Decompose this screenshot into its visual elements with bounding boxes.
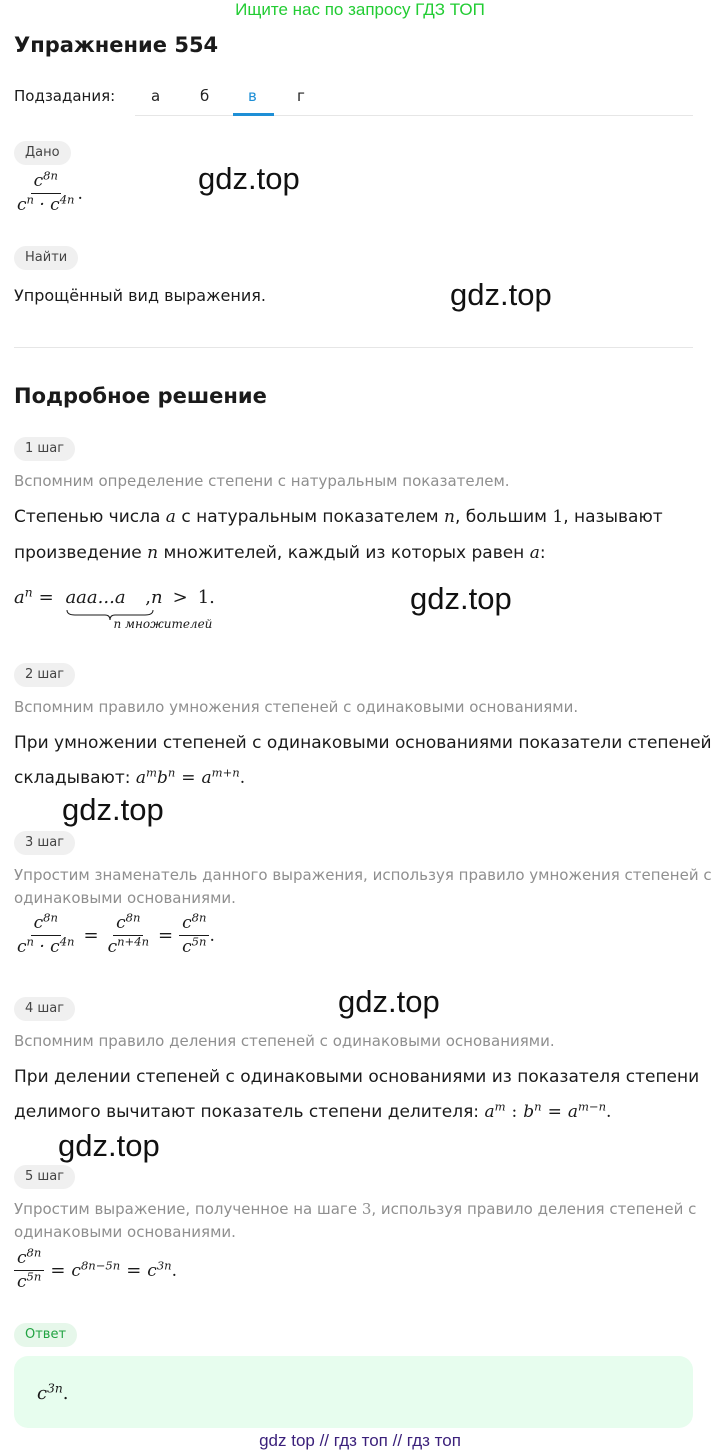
find-chip: Найти (14, 246, 78, 270)
step-1-line-1: Степенью числа a с натуральным показателем n, большим 1, называют (14, 507, 663, 527)
step-5-hint-b: , используя правило деления степеней с (371, 1200, 697, 1218)
step-1-text-d: , называют (563, 507, 663, 527)
step-3-chip: 3 шаг (14, 831, 75, 855)
active-tab-indicator (233, 113, 274, 116)
step-3-hint-1: Упростим знаменатель данного выражения, используя правило умножения степеней с (14, 866, 712, 884)
watermark-4: gdz.top (62, 792, 164, 827)
tab-v[interactable]: в (248, 87, 257, 105)
step-1-text-g: : (539, 543, 546, 563)
step-5-chip: 5 шаг (14, 1165, 75, 1189)
answer-chip: Ответ (14, 1323, 77, 1347)
step-5-hint-a: Упростим выражение, полученное на шаге (14, 1200, 362, 1218)
solution-heading: Подробное решение (14, 384, 267, 408)
step-2-hint: Вспомним правило умножения степеней с одинаковыми основаниями. (14, 698, 579, 716)
watermark-1: gdz.top (198, 161, 300, 196)
given-chip: Дано (14, 141, 71, 165)
step-4-chip: 4 шаг (14, 997, 75, 1021)
step-1-text-f: множителей, каждый из которых равен (158, 543, 530, 563)
watermark-6: gdz.top (58, 1128, 160, 1163)
tab-a[interactable]: а (151, 87, 161, 105)
step-1-chip: 1 шаг (14, 437, 75, 461)
step-5-hint-1 (14, 1200, 696, 1218)
underbrace-label: n множителей (113, 617, 213, 631)
step-5-hint-2: одинаковыми основаниями. (14, 1223, 236, 1241)
step-5-formula: $\frac{c^{8n}}{c^{5n}}$ = $c^{8n-5n}$ = $c^{3n}$ . (14, 1248, 177, 1294)
step-4-text: делимого вычитают показатель степени делителя: (14, 1102, 485, 1122)
step-4-line-1: При делении степеней с одинаковыми основаниями из показателя степени (14, 1067, 700, 1087)
step-4-hint: Вспомним правило деления степеней с одинаковыми основаниями. (14, 1032, 555, 1050)
step-2-text: складывают: (14, 768, 136, 788)
answer-box (14, 1356, 693, 1428)
given-fraction: $\frac{c^{8n}}{c^n \cdot c^{4n}}$ (17, 168, 75, 216)
page-title: Упражнение 554 (14, 33, 219, 57)
step-2-line-1: При умножении степеней с одинаковыми основаниями показатели степеней (14, 733, 712, 753)
step-2-line-2: складывают: $a^mb^n = a^{m+n}$. (14, 765, 246, 788)
step-1-hint: Вспомним определение степени с натуральным показателем. (14, 472, 510, 490)
subtasks-label: Подзадания: (14, 87, 116, 105)
step-4-line-2: делимого вычитают показатель степени делителя: $a^m$ : $b^n = a^{m-n}$. (14, 1099, 612, 1122)
step-1-text-b: с натуральным показателем (175, 507, 445, 527)
tabs-divider (135, 115, 693, 116)
step-1-text-a: Степенью числа (14, 507, 166, 527)
tab-g[interactable]: г (297, 87, 305, 105)
footer-links[interactable]: gdz top // гдз топ // гдз топ (259, 1431, 461, 1450)
step-3-hint-2: одинаковыми основаниями. (14, 889, 236, 907)
step-1-formula: $a^n = aaa...a$ n множителей ,n > 1. (14, 585, 215, 631)
watermark-2: gdz.top (450, 277, 552, 312)
tab-b[interactable]: б (200, 87, 210, 105)
step-1-text-c: , большим (454, 507, 553, 527)
watermark-3: gdz.top (410, 581, 512, 616)
given-expression: $\frac{c^{8n}}{c^n \cdot c^{4n}}$ . (14, 171, 83, 217)
answer-value: $c^{3n}$. (37, 1381, 69, 1404)
step-1-line-2: произведение n множителей, каждый из которых равен a: (14, 543, 546, 563)
watermark-5: gdz.top (338, 984, 440, 1019)
step-1-text-e: произведение (14, 543, 148, 563)
step-5-hint-num: 3 (361, 1200, 372, 1218)
search-banner: Ищите нас по запросу ГДЗ ТОП (235, 0, 485, 19)
step-2-chip: 2 шаг (14, 663, 75, 687)
section-divider (14, 347, 693, 348)
step-3-formula: $\frac{c^{8n}}{c^n \cdot c^{4n}}$ = $\frac{c^{8n}}{c^{n+4n}}$ = $\frac{c^{8n}}{c^{5n}}$ . (17, 910, 215, 958)
find-text: Упрощённый вид выражения. (14, 286, 266, 305)
